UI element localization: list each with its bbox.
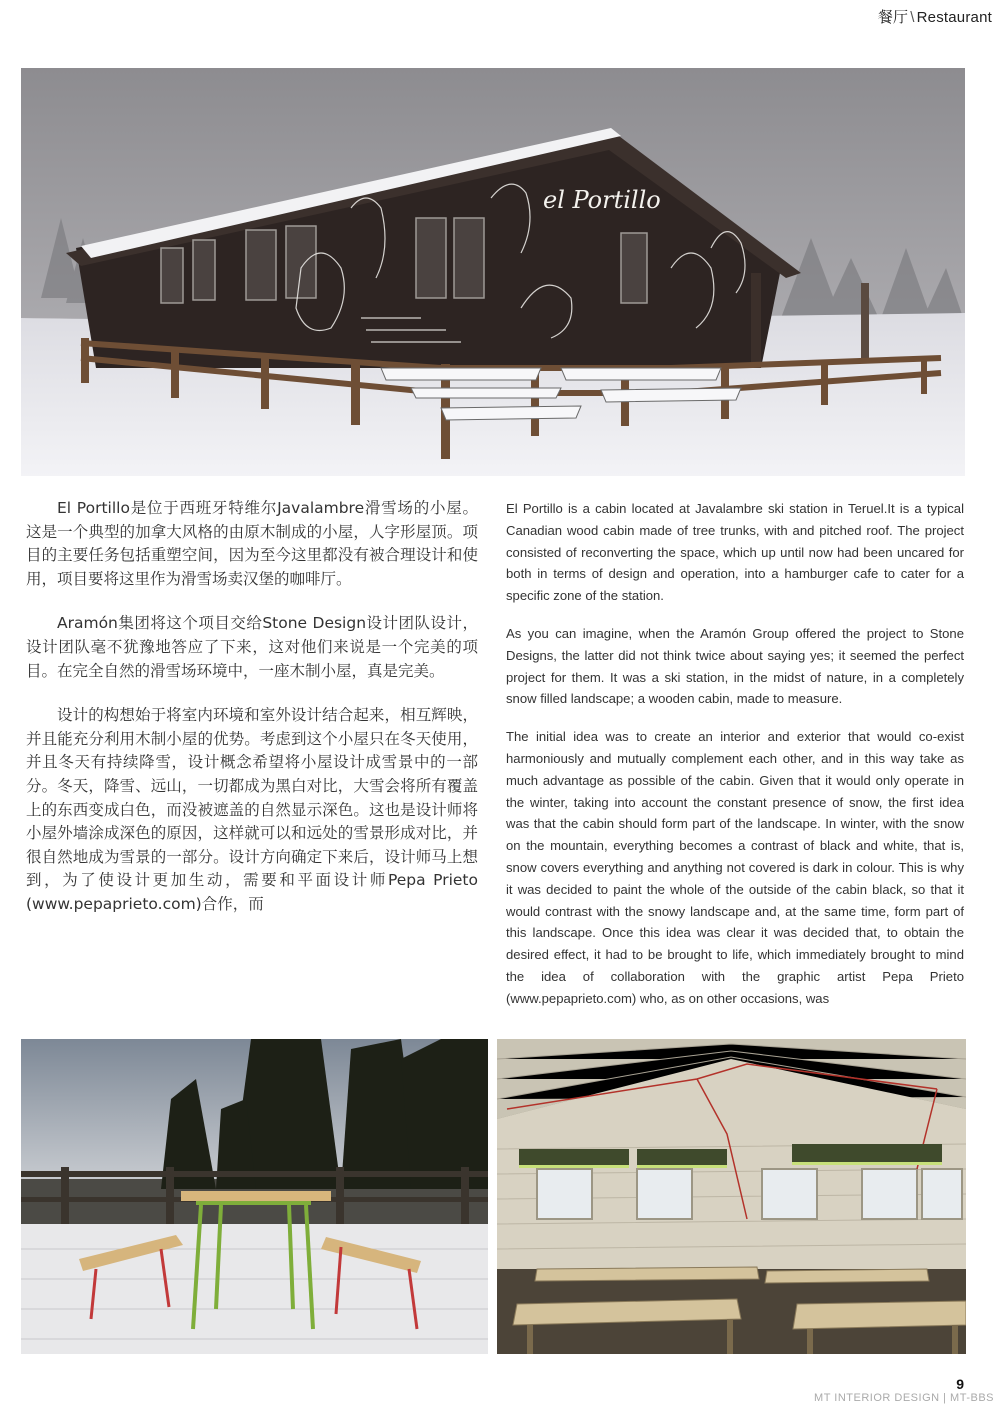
terrace-furniture-photo [21,1039,488,1354]
section-header [878,6,992,27]
en-paragraph-2: As you can imagine, when the Aramón Group offered the project to Stone Designs, the latter did not think twice about saying yes; it seemed the perfect project for them. It was a ski station, in the midst of nature, in a completely snow filled landscape; a wooden cabin, made to measure. [506,625,964,707]
section-separator: \ [910,9,915,26]
page-number: 9 [956,1376,964,1392]
cabin-sign-text: el Portillo [543,186,661,214]
cn-paragraph-1: El Portillo是位于西班牙特维尔Javalambre滑雪场的小屋。这是一个典型的加拿大风格的由原木制成的小屋，人字形屋顶。项目的主要任务包括重塑空间，因为至今这里都没有被合理设计和使用，项目要将这里作为滑雪场卖汉堡的咖啡厅。 [26,499,478,588]
interior-dining-photo [497,1039,966,1354]
cn-paragraph-2: Aramón集团将这个项目交给Stone Design设计团队设计，设计团队毫不犹豫地答应了下来，这对他们来说是一个完美的项目。在完全自然的滑雪场环境中，一座木制小屋，真是完美。 [26,614,478,680]
section-title-en: Restaurant [916,9,992,26]
cabin-exterior-photo [21,68,965,476]
cn-paragraph-3: 设计的构想始于将室内环境和室外设计结合起来，相互辉映，并且能充分利用木制小屋的优势。考虑到这个小屋只在冬天使用，并且冬天有持续降雪，设计概念希望将小屋设计成雪景中的一部分。冬天，降雪、远山，一切都成为黑白对比，大雪会将所有覆盖上的东西变成白色，而没被遮盖的自然显示深色。这也是设计师将小屋外墙涂成深色的原因，这样就可以和远处的雪景形成对比，并很自然地成为雪景的一部分。设计方向确定下来后，设计师马上想到，为了使设计更加生动，需要和平面设计师Pepa Prieto (www.pepaprieto.com)合作，而 [26,706,478,913]
english-text-column [506,498,964,1026]
en-paragraph-3: The initial idea was to create an interior and exterior that would co-exist harmoniously and mutually complement each other, and in this way take as much advantage as possible of the cabin. Given that it would only operate in the winter, taking into account the constant presence of snow, the first idea was that the cabin should form part of the landscape. In winter, with the snow on the mountain, everything becomes a contrast of black and white, that is, snow covers everything and anything not covered is dark in colour. This is why it was decided to paint the whole of the outside of the cabin black, so that it would contrast with the snowy landscape and, at the same time, form part of this landscape. Once this idea was clear it was decided that, to obtain the desired effect, it had to be brought to life, which immediately brought to mind the idea of collaboration with the graphic artist Pepa Prieto (www.pepaprieto.com) who, as on other occasions, was [506,729,964,1006]
chinese-text-column [26,497,478,938]
section-title-cn: 餐厅 [877,9,909,26]
watermark-text: MT INTERIOR DESIGN | MT-BBS [814,1392,994,1404]
en-paragraph-1: El Portillo is a cabin located at Javalambre ski station in Teruel.It is a typical Canadian wood cabin made of tree trunks, with and pitched roof. The project consisted of reconverting the space, which up until now had been uncared for both in terms of design and operation, into a hamburger cafe to cater for a specific zone of the station. [506,501,964,604]
